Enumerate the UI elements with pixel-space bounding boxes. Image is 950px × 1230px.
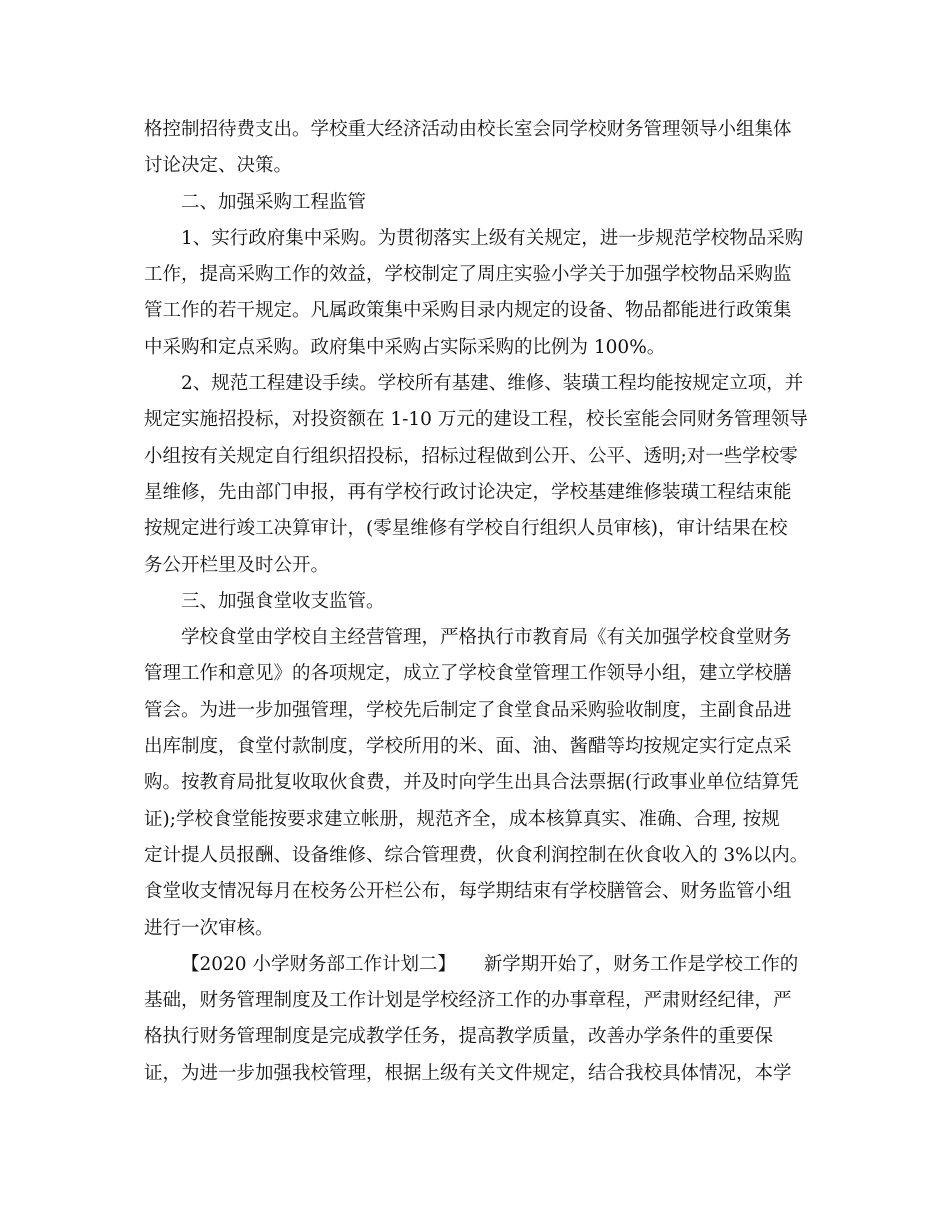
text-line: 星维修，先由部门申报，再有学校行政讨论决定，学校基建维修装璜工程结束能 bbox=[144, 481, 792, 503]
text-line: 管理工作和意见》的各项规定，成立了学校食堂管理工作领导小组，建立学校膳 bbox=[144, 663, 792, 685]
paragraph-7 bbox=[144, 947, 806, 1092]
text-line: 中采购和定点采购。政府集中采购占实际采购的比例为 100%。 bbox=[144, 336, 666, 358]
section-heading-2 bbox=[144, 185, 806, 221]
text-line: 2、规范工程建设手续。学校所有基建、维修、装璜工程均能按规定立项，并 bbox=[181, 373, 804, 395]
paragraph-6 bbox=[144, 620, 809, 947]
text-line: 小组按有关规定自行组织招投标，招标过程做到公开、公平、透明;对一些学校零 bbox=[144, 445, 798, 467]
text-line: 讨论决定、决策。 bbox=[144, 155, 293, 177]
text-line: 证，为进一步加强我校管理，根据上级有关文件规定，结合我校具体情况，本学 bbox=[144, 1062, 792, 1084]
text-line: 【2020 小学财务部工作计划二】 新学期开始了，财务工作是学校工作的 bbox=[181, 953, 799, 975]
text-line: 按规定进行竣工决算审计，(零星维修有学校自行组织人员审核)，审计结果在校 bbox=[144, 518, 788, 540]
paragraph-4 bbox=[144, 366, 806, 584]
section-heading-3 bbox=[144, 584, 806, 620]
text-line: 1、实行政府集中采购。为贯彻落实上级有关规定，进一步规范学校物品采购 bbox=[181, 227, 804, 249]
text-line: 证);学校食堂能按要求建立帐册，规范齐全，成本核算真实、准确、合理, 按规 bbox=[144, 808, 780, 830]
text-line: 格控制招待费支出。学校重大经济活动由校长室会同学校财务管理领导小组集体 bbox=[144, 119, 792, 140]
text-line: 进行一次审核。 bbox=[144, 917, 274, 939]
text-line: 购。按教育局批复收取伙食费，并及时向学生出具合法票据(行政事业单位结算凭 bbox=[144, 772, 799, 794]
text-line: 务公开栏里及时公开。 bbox=[144, 554, 330, 576]
text-line: 格执行财务管理制度是完成教学任务，提高教学质量，改善办学条件的重要保 bbox=[144, 1026, 774, 1048]
paragraph-3 bbox=[144, 221, 806, 366]
text-line: 三、加强食堂收支监管。 bbox=[181, 590, 385, 612]
text-line: 学校食堂由学校自主经营管理，严格执行市教育局《有关加强学校食堂财务 bbox=[181, 627, 792, 649]
text-line: 二、加强采购工程监管 bbox=[181, 191, 367, 213]
text-line: 基础，财务管理制度及工作计划是学校经济工作的办事章程，严肃财经纪律，严 bbox=[144, 990, 792, 1012]
text-line: 食堂收支情况每月在校务公开栏公布，每学期结束有学校膳管会、财务监管小组 bbox=[144, 881, 792, 903]
text-line: 出库制度，食堂付款制度，学校所用的米、面、油、酱醋等均按规定实行定点采 bbox=[144, 736, 792, 758]
document-body bbox=[144, 112, 809, 1092]
text-line: 管会。为进一步加强管理，学校先后制定了食堂食品采购验收制度，主副食品进 bbox=[144, 699, 792, 721]
text-line: 定计提人员报酬、设备维修、综合管理费，伙食利润控制在伙食收入的 3%以内。 bbox=[144, 844, 809, 866]
text-line: 工作，提高采购工作的效益，学校制定了周庄实验小学关于加强学校物品采购监 bbox=[144, 264, 792, 286]
text-line: 管工作的若干规定。凡属政策集中采购目录内规定的设备、物品都能进行政策集 bbox=[144, 300, 792, 322]
text-line: 规定实施招投标，对投资额在 1-10 万元的建设工程，校长室能会同财务管理领导 bbox=[144, 409, 808, 431]
paragraph-1 bbox=[144, 112, 806, 185]
